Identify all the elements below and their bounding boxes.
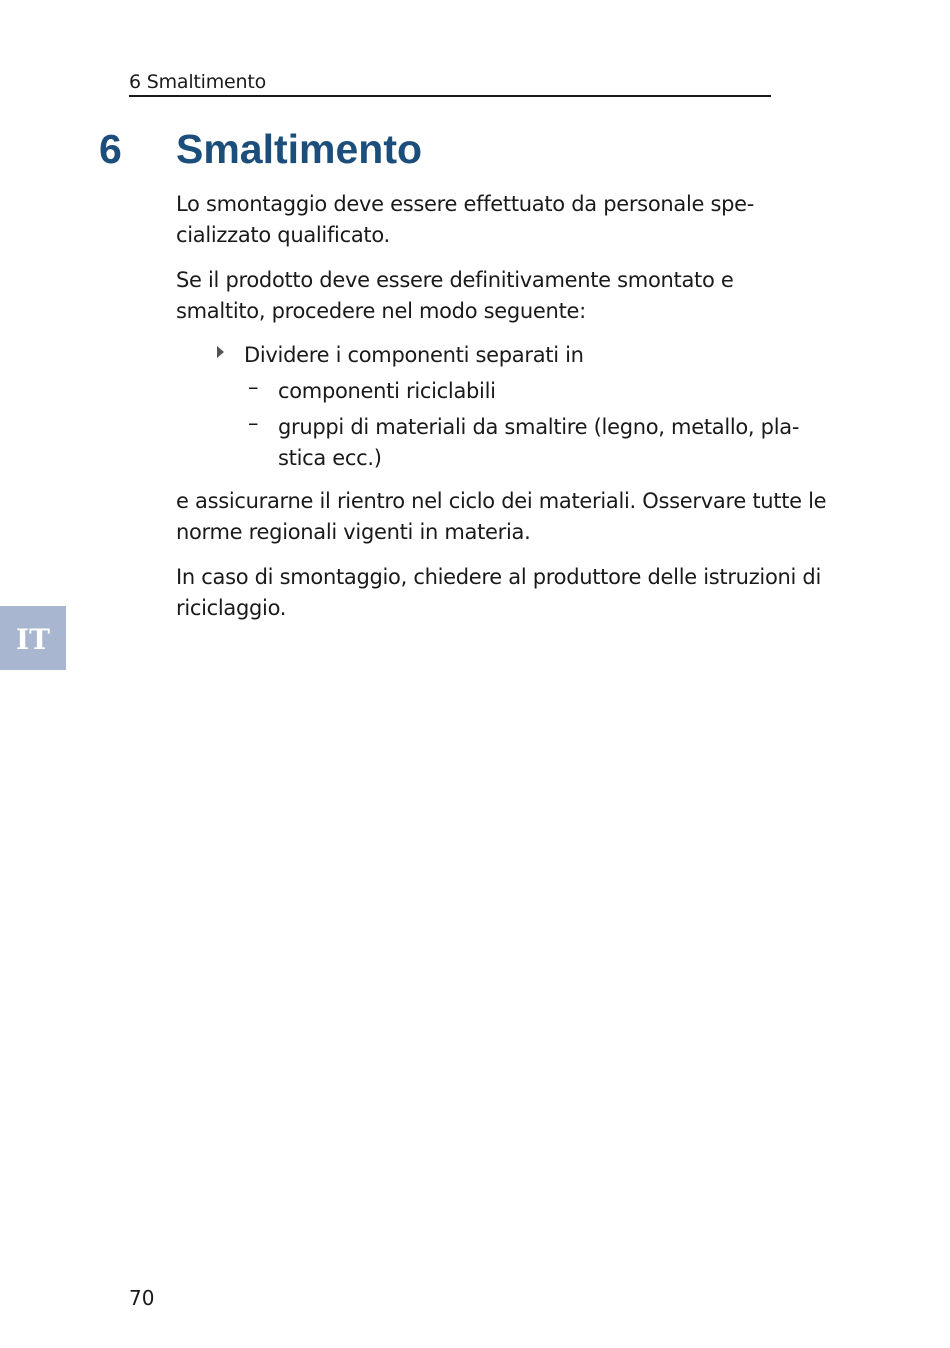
procedure-intro-paragraph xyxy=(176,265,806,327)
step-text: Dividere i componenti separati in xyxy=(244,343,584,367)
closing-paragraph xyxy=(176,562,821,624)
language-tab xyxy=(0,606,66,670)
sub-item-text xyxy=(278,412,799,474)
text-line: smaltito, procedere nel modo seguente: xyxy=(176,299,586,323)
text-line: componenti riciclabili xyxy=(278,379,496,403)
text-line: gruppi di materiali da smaltire (legno, metallo, pla- xyxy=(278,415,800,439)
page-number: 70 xyxy=(129,1286,155,1310)
text-line: stica ecc.) xyxy=(278,446,382,470)
text-line: In caso di smontaggio, chiedere al produttore delle istruzioni di xyxy=(176,565,821,589)
running-header-title: 6 Smaltimento xyxy=(129,71,267,93)
dash-bullet-icon: – xyxy=(248,411,259,435)
text-line: norme regionali vigenti in materia. xyxy=(176,520,531,544)
chapter-title: Smaltimento xyxy=(176,126,423,172)
after-list-paragraph xyxy=(176,486,827,548)
step-arrow-icon xyxy=(217,346,224,358)
running-header xyxy=(129,70,771,97)
sub-item-text xyxy=(278,376,496,407)
intro-paragraph xyxy=(176,189,806,251)
text-line: cializzato qualificato. xyxy=(176,223,390,247)
text-line: riciclaggio. xyxy=(176,596,287,620)
language-tab-label: IT xyxy=(16,623,50,656)
dash-bullet-icon: – xyxy=(248,375,259,399)
chapter-number: 6 xyxy=(99,126,122,172)
text-line: e assicurarne il rientro nel ciclo dei materiali. Osservare tutte le xyxy=(176,489,827,513)
text-line: Lo smontaggio deve essere effettuato da personale spe- xyxy=(176,192,755,216)
text-line: Se il prodotto deve essere definitivamente smontato e xyxy=(176,268,734,292)
